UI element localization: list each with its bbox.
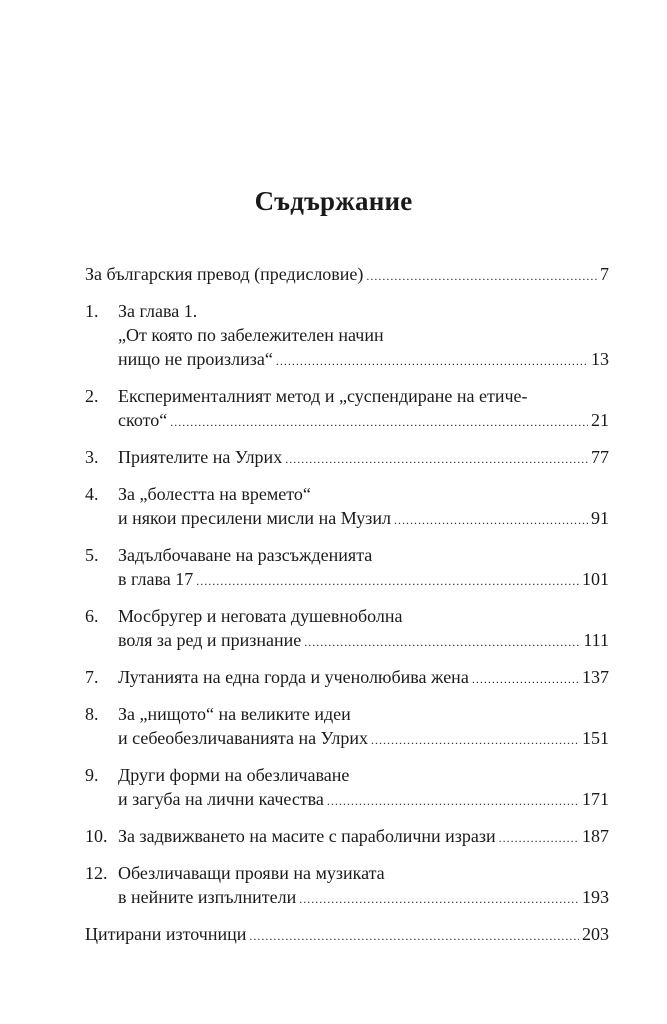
toc-page-number: 13 [591,349,609,369]
toc-page-number: 101 [582,569,609,589]
toc-page-number: 111 [583,630,609,650]
dot-leader [394,508,588,532]
toc-entry-number: 12. [85,863,108,883]
toc-entry [85,824,609,850]
toc-entry-number: 7. [85,667,99,687]
toc-entry [85,543,609,593]
toc-entry-line [85,408,609,434]
toc-page-number: 203 [582,924,609,944]
table-of-contents [85,262,609,959]
toc-entry-line [85,482,609,506]
dot-leader [249,924,579,948]
toc-entry-line [85,604,609,628]
toc-entry-text: Експерименталният метод и „суспендиране на етиче- [118,386,528,406]
toc-entry [85,861,609,911]
toc-entry-number: 9. [85,765,99,785]
toc-entry-line [85,567,609,593]
toc-entry-text: Мосбругер и неговата душевноболна [118,606,403,626]
toc-entry-number: 10. [85,826,108,846]
toc-page-number: 193 [582,887,609,907]
dot-leader [371,728,579,752]
toc-entry-line [85,824,609,850]
toc-entry-line [85,861,609,885]
toc-entry-number: 8. [85,704,99,724]
toc-entry-line [85,506,609,532]
toc-entry-line [85,665,609,691]
toc-entry-text: За глава 1. [118,301,198,321]
toc-entry-number: 6. [85,606,99,626]
toc-entry-text: За българския превод (предисловие) [85,264,364,284]
toc-page-number: 7 [600,264,609,284]
toc-entry-text: За задвижването на масите с параболични изрази [118,826,496,846]
toc-entry-line [85,347,609,373]
toc-entry-text: нищо не произлиза“ [118,349,273,369]
toc-entry-text: Други форми на обезличаване [118,765,350,785]
toc-page-number: 91 [591,508,609,528]
dot-leader [472,667,579,691]
toc-entry-line [85,445,609,471]
toc-page-number: 151 [582,728,609,748]
toc-entry-text: Лутанията на една горда и ученолюбива жена [118,667,469,687]
toc-entry-line [85,262,609,288]
toc-page-number: 171 [582,789,609,809]
toc-entry [85,922,609,948]
toc-entry-number: 3. [85,447,99,467]
toc-entry-line [85,543,609,567]
toc-entry-line [85,726,609,752]
dot-leader [499,826,579,850]
toc-entry-text: За „нищото“ на великите идеи [118,704,351,724]
toc-entry-line [85,885,609,911]
toc-page-number: 21 [591,410,609,430]
toc-entry [85,482,609,532]
toc-entry-text: воля за ред и признание [118,630,302,650]
toc-entry [85,665,609,691]
toc-entry-line [85,763,609,787]
toc-entry-text: и някои пресилени мисли на Музил [118,508,391,528]
dot-leader [366,264,597,288]
toc-page-number: 187 [582,826,609,846]
toc-entry [85,604,609,654]
toc-entry [85,299,609,373]
dot-leader [170,410,588,434]
toc-entry [85,763,609,813]
toc-entry-line [85,702,609,726]
toc-entry-line [85,628,609,654]
toc-entry-number: 1. [85,301,99,321]
toc-entry-text: ското“ [118,410,168,430]
toc-entry-text: Цитирани източници [85,924,247,944]
dot-leader [285,447,588,471]
toc-entry-text: и загуба на лични качества [118,789,324,809]
toc-entry-text: „От която по забележителен начин [118,325,384,345]
dot-leader [304,630,580,654]
toc-entry-text: в глава 17 [118,569,194,589]
toc-entry-line [85,299,609,323]
toc-entry-text: Обезличаващи прояви на музиката [118,863,385,883]
toc-entry-number: 2. [85,386,99,406]
toc-entry-line [85,384,609,408]
toc-entry-text: Приятелите на Улрих [118,447,283,467]
toc-page-number: 77 [591,447,609,467]
toc-entry-text: За „болестта на времето“ [118,484,311,504]
toc-entry [85,445,609,471]
toc-entry-number: 4. [85,484,99,504]
dot-leader [299,887,579,911]
toc-entry-number: 5. [85,545,99,565]
dot-leader [276,349,588,373]
toc-entry-line [85,787,609,813]
toc-entry-text: Задълбочаване на разсъжденията [118,545,373,565]
toc-entry-text: и себеобезличаванията на Улрих [118,728,368,748]
toc-entry [85,702,609,752]
dot-leader [196,569,579,593]
page-title: Съдържание [254,186,413,216]
toc-entry-line [85,922,609,948]
toc-entry-text: в нейните изпълнители [118,887,297,907]
dot-leader [327,789,579,813]
toc-page-number: 137 [582,667,609,687]
toc-entry [85,384,609,434]
toc-entry-line [85,323,609,347]
toc-entry [85,262,609,288]
